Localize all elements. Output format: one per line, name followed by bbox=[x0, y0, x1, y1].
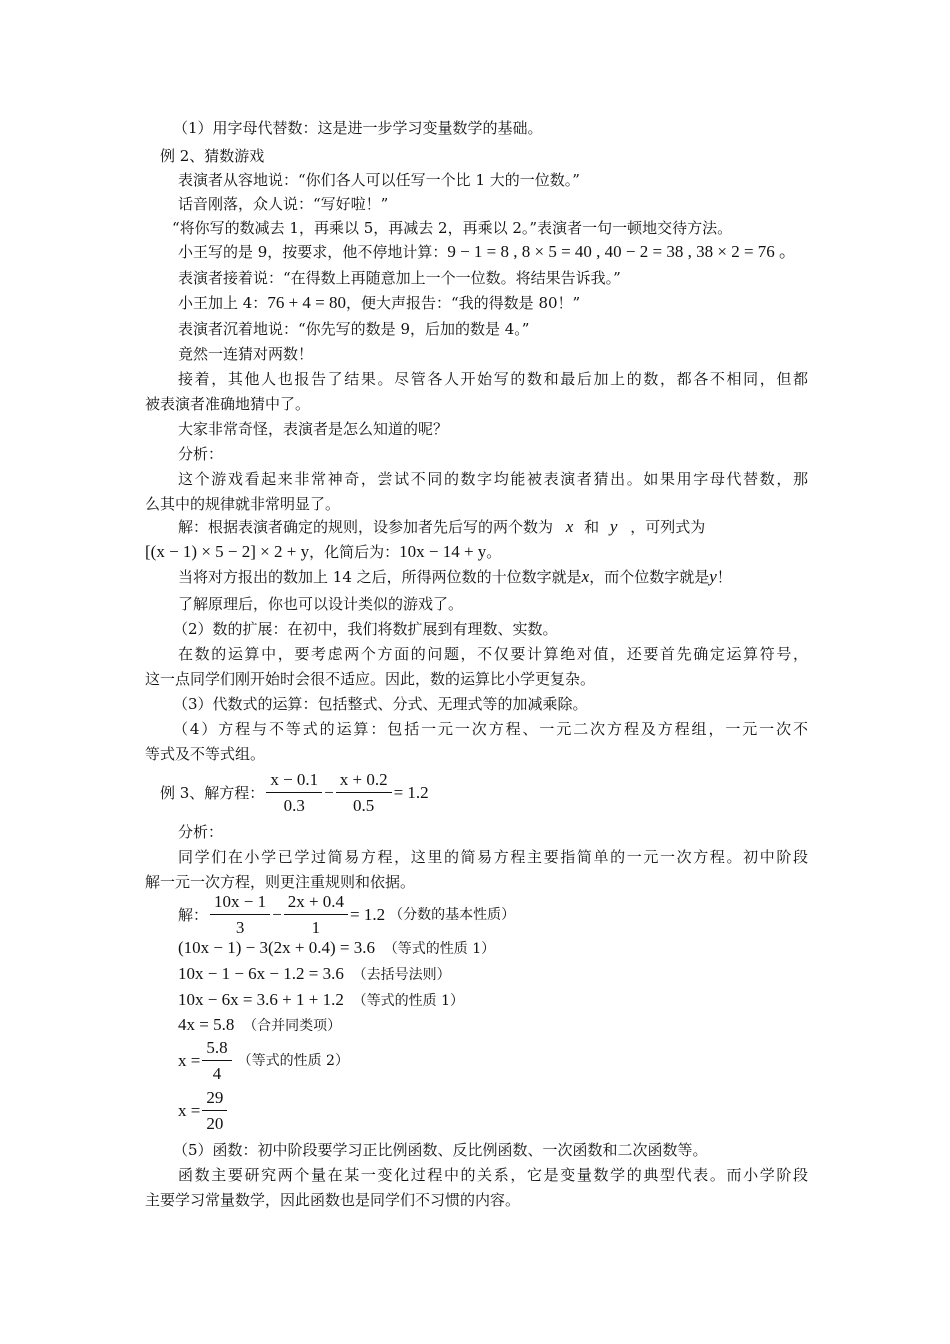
equation: 10x − 6x = 3.6 + 1 + 1.2 bbox=[178, 990, 344, 1009]
fraction bbox=[336, 770, 392, 816]
paragraph: 竟然一连猜对两数！ bbox=[178, 345, 314, 363]
paragraph: 这一点同学们刚开始时会很不适应。因此，数的运算比小学更复杂。 bbox=[145, 670, 596, 688]
example-3-line bbox=[160, 766, 429, 820]
paragraph: 了解原理后，你也可以设计类似的游戏了。 bbox=[178, 595, 464, 613]
numerator: 2x + 0.4 bbox=[284, 892, 348, 915]
denominator: 0.3 bbox=[283, 796, 305, 815]
step-note: （等式的性质 1） bbox=[383, 941, 496, 957]
text: 解：根据表演者确定的规则，设参加者先后写的两个数为 bbox=[178, 518, 554, 536]
paragraph: 表演者接着说：“在得数上再随意加上一个一位数。将结果告诉我。” bbox=[178, 269, 621, 287]
paragraph: 解一元一次方程，则更注重规则和依据。 bbox=[145, 873, 416, 891]
text: ，可列式为 bbox=[630, 518, 706, 536]
equation-lhs: x = bbox=[178, 1051, 201, 1070]
denominator: 3 bbox=[235, 918, 245, 937]
denominator: 0.5 bbox=[353, 796, 375, 815]
example-3-heading: 例 3、解方程： bbox=[160, 784, 265, 802]
example-2-heading: 例 2、猜数游戏 bbox=[160, 147, 265, 165]
step-note: （分数的基本性质） bbox=[389, 907, 516, 923]
equation: 10x − 1 − 6x − 1.2 = 3.6 bbox=[178, 964, 344, 983]
paragraph: 这个游戏看起来非常神奇，尝试不同的数字均能被表演者猜出。如果用字母代替数，那 bbox=[178, 470, 808, 488]
paragraph: 大家非常奇怪，表演者是怎么知道的呢？ bbox=[178, 420, 449, 438]
step-note: （等式的性质 1） bbox=[352, 993, 464, 1009]
variable-y: y bbox=[609, 517, 618, 536]
paragraph: 表演者从容地说：“你们各人可以任写一个比 1 大的一位数。” bbox=[178, 171, 580, 189]
section-3-heading: （3）代数式的运算：包括整式、分式、无理式等的加减乘除。 bbox=[173, 695, 588, 713]
equation: 4x = 5.8 bbox=[178, 1015, 235, 1034]
fraction bbox=[266, 770, 322, 816]
paragraph: 函数主要研究两个量在某一变化过程中的关系，它是变量数学的典型代表。而小学阶段 bbox=[178, 1166, 808, 1184]
paragraph: 同学们在小学已学过简易方程，这里的简易方程主要指简单的一元一次方程。初中阶段 bbox=[178, 848, 808, 866]
denominator: 1 bbox=[311, 918, 321, 937]
equation: (10x − 1) − 3(2x + 0.4) = 3.6 bbox=[178, 938, 375, 957]
analysis-label: 分析： bbox=[178, 445, 224, 463]
numerator: 10x − 1 bbox=[210, 892, 270, 915]
solution-label: 解： bbox=[178, 906, 209, 924]
paragraph: “将你写的数减去 1，再乘以 5，再减去 2，再乘以 2。”表演者一句一顿地交待方法。 bbox=[172, 219, 733, 237]
text: ，而个位数字就是 bbox=[589, 568, 710, 586]
paragraph bbox=[178, 567, 732, 587]
text: 。 bbox=[486, 543, 502, 561]
paragraph bbox=[178, 293, 580, 313]
solution-step-4 bbox=[178, 990, 464, 1011]
step-note: （去括号法则） bbox=[352, 967, 451, 983]
math-expression: [(x − 1) × 5 − 2] × 2 + y bbox=[145, 542, 310, 561]
math-expression: 76 + 4 = 80 bbox=[267, 293, 346, 312]
text: 当将对方报出的数加上 14 之后，所得两位数的十位数字就是 bbox=[178, 568, 582, 586]
paragraph: 表演者沉着地说：“你先写的数是 9，后加的数是 4。” bbox=[178, 320, 530, 338]
section-5-heading: （5）函数：初中阶段要学习正比例函数、反比例函数、一次函数和二次函数等。 bbox=[173, 1141, 708, 1159]
step-note: （等式的性质 2） bbox=[237, 1053, 349, 1069]
numerator: x − 0.1 bbox=[266, 770, 322, 793]
numerator: 5.8 bbox=[202, 1038, 231, 1061]
solution-step-3 bbox=[178, 964, 451, 985]
solution-step-2 bbox=[178, 938, 495, 959]
text: ，化简后为： bbox=[309, 543, 400, 561]
math-expression: 9 − 1 = 8 , 8 × 5 = 40 , 40 − 2 = 38 , 38 × 2 = 76 。 bbox=[447, 242, 797, 261]
numerator: x + 0.2 bbox=[336, 770, 392, 793]
minus-sign: − bbox=[324, 783, 334, 802]
paragraph: 等式及不等式组。 bbox=[145, 745, 266, 763]
denominator: 4 bbox=[212, 1064, 222, 1083]
equation-rhs: = 1.2 bbox=[393, 783, 429, 802]
variable-y: y bbox=[709, 567, 717, 586]
paragraph: 话音刚落，众人说：“写好啦！” bbox=[178, 195, 389, 213]
paragraph: 主要学习常量数学，因此函数也是同学们不习惯的内容。 bbox=[145, 1191, 521, 1209]
paragraph: 在数的运算中，要考虑两个方面的问题，不仅要计算绝对值，还要首先确定运算符号， bbox=[178, 645, 808, 663]
paragraph bbox=[178, 517, 705, 537]
variable-x: x bbox=[565, 517, 574, 536]
text: 小王写的是 9，按要求，他不停地计算： bbox=[178, 243, 448, 261]
math-expression: 10x − 14 + y bbox=[399, 542, 487, 561]
section-4-heading: （4）方程与不等式的运算：包括一元一次方程、一元二次方程及方程组，一元一次不 bbox=[173, 720, 808, 738]
paragraph: 被表演者准确地猜中了。 bbox=[145, 395, 311, 413]
fraction bbox=[210, 892, 270, 938]
section-1-heading: （1）用字母代替数：这是进一步学习变量数学的基础。 bbox=[173, 119, 543, 137]
fraction bbox=[202, 1088, 227, 1134]
numerator: 29 bbox=[202, 1088, 227, 1111]
solution-step-1 bbox=[178, 888, 515, 942]
solution-step-7 bbox=[178, 1084, 229, 1138]
analysis-label: 分析： bbox=[178, 823, 224, 841]
variable-x: x bbox=[581, 567, 590, 586]
paragraph: 么其中的规律就非常明显了。 bbox=[145, 495, 341, 513]
text: 小王加上 4： bbox=[178, 294, 268, 312]
equation-lhs: x = bbox=[178, 1101, 201, 1120]
text: ，便大声报告：“我的得数是 80！” bbox=[346, 294, 581, 312]
text: ！ bbox=[716, 568, 732, 586]
section-2-heading: （2）数的扩展：在初中，我们将数扩展到有理数、实数。 bbox=[173, 620, 558, 638]
minus-sign: − bbox=[272, 905, 282, 924]
step-note: （合并同类项） bbox=[243, 1018, 342, 1034]
text: 和 bbox=[584, 518, 600, 536]
denominator: 20 bbox=[206, 1114, 224, 1133]
paragraph: 接着，其他人也报告了结果。尽管各人开始写的数和最后加上的数，都各不相同，但都 bbox=[178, 370, 808, 388]
solution-step-6 bbox=[178, 1034, 349, 1088]
equation-rhs: = 1.2 bbox=[350, 905, 386, 924]
fraction bbox=[284, 892, 348, 938]
solution-step-5 bbox=[178, 1015, 341, 1036]
paragraph bbox=[178, 242, 796, 262]
paragraph bbox=[145, 542, 501, 562]
fraction bbox=[202, 1038, 231, 1084]
